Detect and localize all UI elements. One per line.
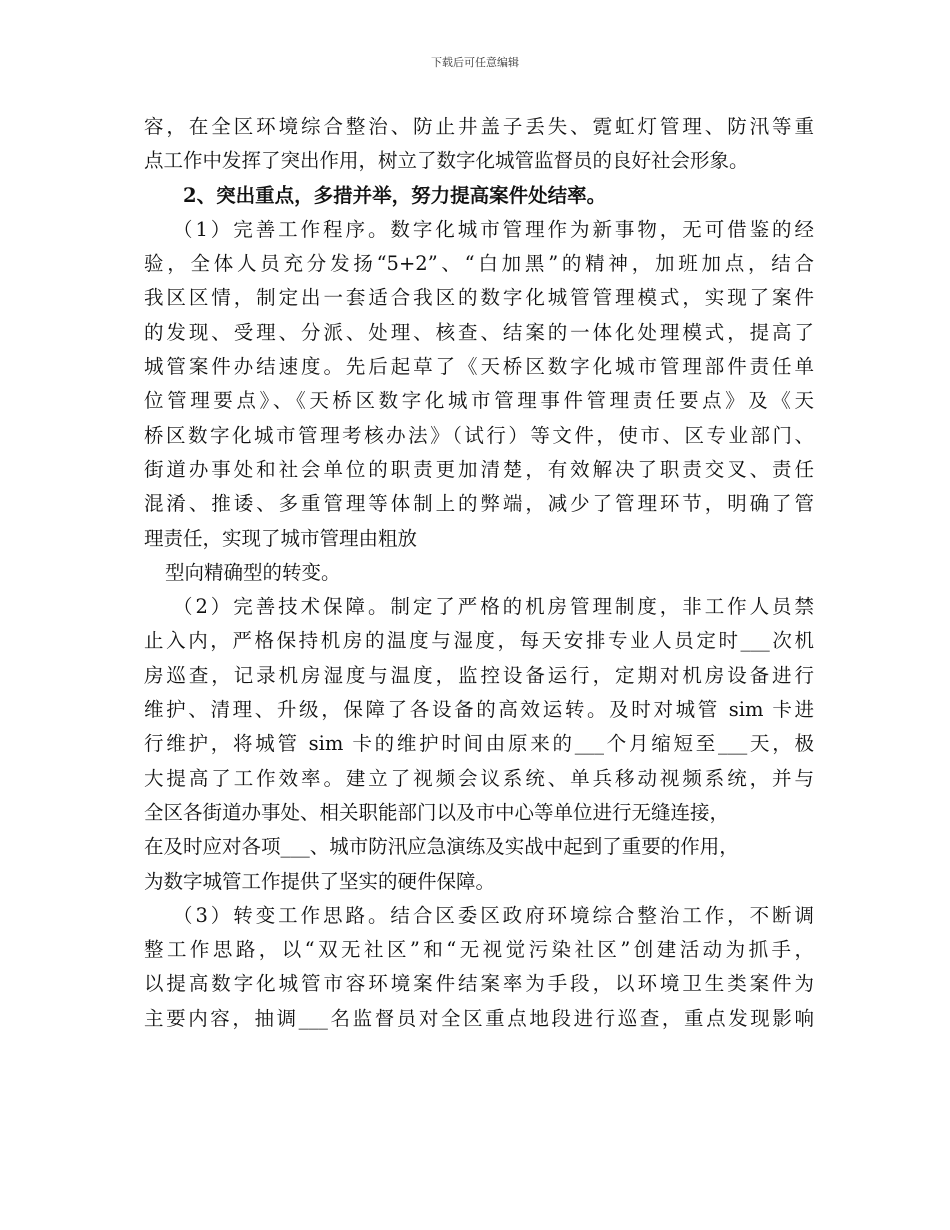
text-line: 街道办事处和社会单位的职责更加清楚，有效解决了职责交叉、责任 (144, 457, 814, 481)
text-line: 止入内，严格保持机房的温度与湿度，每天安排专业人员定时___次机 (144, 629, 814, 653)
document-body (144, 110, 814, 1036)
text-line: 混淆、推诿、多重管理等体制上的弊端，减少了管理环节，明确了管 (144, 492, 814, 516)
text-line: 为数字城管工作提供了坚实的硬件保障。 (144, 869, 496, 893)
text-line: 城管案件办结速度。先后起草了《天桥区数字化城市管理部件责任单 (144, 355, 814, 379)
text-line: 型向精确型的转变。 (165, 560, 341, 584)
text-line: 位管理要点》、《天桥区数字化城市管理事件管理责任要点》及《天 (144, 389, 814, 413)
text-line: 主要内容，抽调___名监督员对全区重点地段进行巡查，重点发现影响 (144, 1006, 814, 1030)
text-line: 我区区情，制定出一套适合我区的数字化城管管理模式，实现了案件 (144, 286, 814, 310)
text-line: 理责任，实现了城市管理由粗放 (144, 526, 418, 550)
page-header: 下载后可任意编辑 (431, 56, 519, 69)
text-line: 验，全体人员充分发扬“5+2”、“白加黑”的精神，加班加点，结合 (144, 252, 814, 276)
text-line: （3）转变工作思路。结合区委区政府环境综合整治工作，不断调 (173, 903, 814, 927)
section-heading: 2、突出重点，多措并举，努力提高案件处结率。 (183, 183, 607, 207)
text-line: 行维护，将城管 sim 卡的维护时间由原来的___个月缩短至___天，极 (144, 732, 814, 756)
text-line: 维护、清理、升级，保障了各设备的高效运转。及时对城管 sim 卡进 (144, 698, 814, 722)
text-line: 大提高了工作效率。建立了视频会议系统、单兵移动视频系统，并与 (144, 766, 814, 790)
text-line: 点工作中发挥了突出作用，树立了数字化城管监督员的良好社会形象。 (144, 149, 749, 173)
text-line: （1）完善工作程序。数字化城市管理作为新事物，无可借鉴的经 (173, 217, 814, 241)
text-line: 容，在全区环境综合整治、防止井盖子丢失、霓虹灯管理、防汛等重 (144, 115, 814, 138)
text-line: 房巡查，记录机房湿度与温度，监控设备运行，定期对机房设备进行 (144, 663, 814, 687)
text-line: 桥区数字化城市管理考核办法》（试行）等文件，使市、区专业部门、 (144, 423, 814, 447)
text-line: 的发现、受理、分派、处理、核查、结案的一体化处理模式，提高了 (144, 320, 814, 344)
text-line: 在及时应对各项___、城市防汛应急演练及实战中起到了重要的作用， (144, 835, 739, 859)
text-line: 全区各街道办事处、相关职能部门以及市中心等单位进行无缝连接， (144, 800, 730, 824)
text-line: 整工作思路，以“双无社区”和“无视觉污染社区”创建活动为抓手， (144, 938, 814, 962)
text-line: 以提高数字化城管市容环境案件结案率为手段，以环境卫生类案件为 (144, 972, 814, 996)
text-line: （2）完善技术保障。制定了严格的机房管理制度，非工作人员禁 (173, 595, 814, 619)
